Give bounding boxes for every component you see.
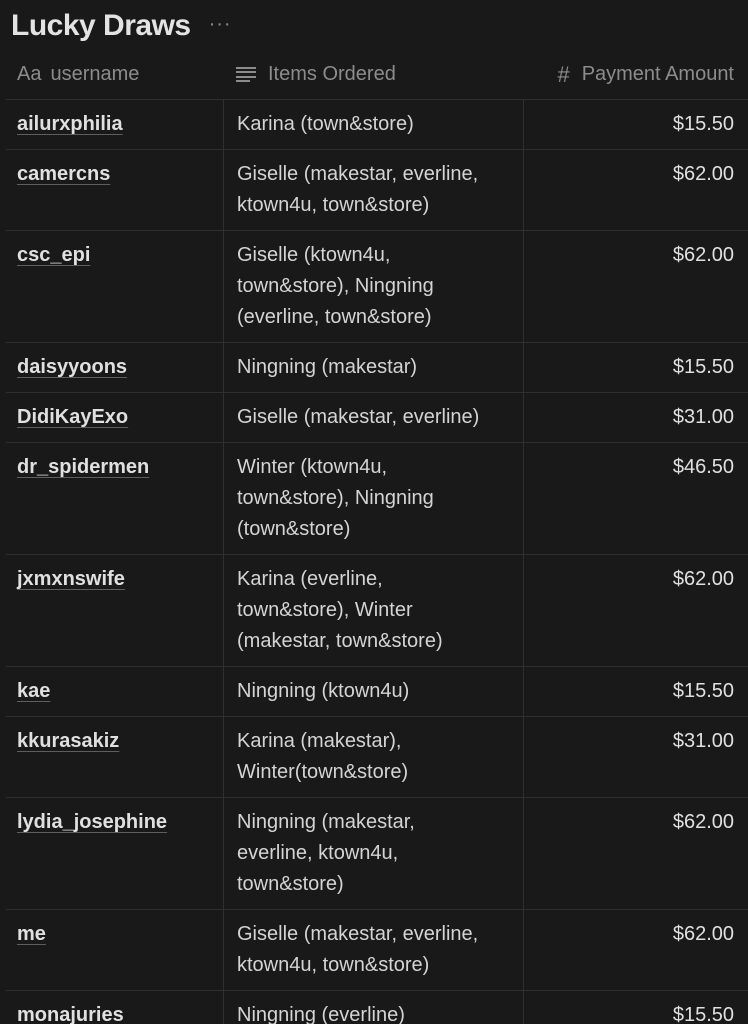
- username-link[interactable]: ailurxphilia: [17, 113, 123, 135]
- items-ordered-cell[interactable]: Ningning (everline): [223, 991, 523, 1024]
- table-header: [6, 50, 748, 100]
- items-ordered-cell[interactable]: Karina (makestar), Winter(town&store): [223, 717, 523, 797]
- database-table: [6, 50, 748, 1024]
- username-link[interactable]: me: [17, 923, 46, 945]
- column-label: Payment Amount: [581, 63, 734, 85]
- title-row: [11, 6, 232, 46]
- username-cell[interactable]: [6, 343, 223, 392]
- column-label: Items Ordered: [268, 63, 396, 85]
- items-ordered-cell[interactable]: Ningning (makestar, everline, ktown4u, town&store): [223, 798, 523, 909]
- items-ordered-cell[interactable]: Giselle (makestar, everline, ktown4u, town&store): [223, 910, 523, 990]
- table-row[interactable]: [6, 910, 748, 991]
- items-ordered-cell[interactable]: Karina (everline, town&store), Winter (makestar, town&store): [223, 555, 523, 666]
- username-cell[interactable]: [6, 231, 223, 342]
- username-link[interactable]: DidiKayExo: [17, 406, 129, 428]
- payment-amount-cell[interactable]: $62.00: [523, 910, 748, 990]
- username-cell[interactable]: [6, 910, 223, 990]
- column-label: username: [50, 63, 140, 85]
- items-ordered-cell[interactable]: Giselle (ktown4u, town&store), Ningning (everline, town&store): [223, 231, 523, 342]
- payment-amount-cell[interactable]: $62.00: [523, 555, 748, 666]
- payment-amount-cell[interactable]: $15.50: [523, 100, 748, 149]
- hash-icon: #: [557, 61, 570, 87]
- table-row[interactable]: [6, 717, 748, 798]
- items-ordered-cell[interactable]: Giselle (makestar, everline, ktown4u, town&store): [223, 150, 523, 230]
- payment-amount-cell[interactable]: $15.50: [523, 667, 748, 716]
- text-type-icon: Aa: [17, 63, 42, 85]
- username-cell[interactable]: [6, 443, 223, 554]
- username-cell[interactable]: [6, 798, 223, 909]
- page-title: Lucky Draws: [11, 9, 191, 42]
- username-link[interactable]: jxmxnswife: [17, 568, 125, 590]
- table-row[interactable]: [6, 343, 748, 393]
- items-ordered-cell[interactable]: Karina (town&store): [223, 100, 523, 149]
- items-ordered-cell[interactable]: Ningning (makestar): [223, 343, 523, 392]
- payment-amount-cell[interactable]: $15.50: [523, 343, 748, 392]
- table-row[interactable]: [6, 100, 748, 150]
- username-link[interactable]: camercns: [17, 163, 111, 185]
- table-row[interactable]: [6, 555, 748, 667]
- table-row[interactable]: [6, 231, 748, 343]
- username-link[interactable]: daisyyoons: [17, 356, 128, 378]
- table-row[interactable]: [6, 798, 748, 910]
- more-options-icon[interactable]: ···: [208, 13, 232, 35]
- table-row[interactable]: [6, 150, 748, 231]
- table-row[interactable]: [6, 443, 748, 555]
- payment-amount-cell[interactable]: $31.00: [523, 717, 748, 797]
- payment-amount-cell[interactable]: $15.50: [523, 991, 748, 1024]
- username-cell[interactable]: [6, 667, 223, 716]
- table-row[interactable]: [6, 667, 748, 717]
- username-cell[interactable]: [6, 100, 223, 149]
- username-cell[interactable]: [6, 150, 223, 230]
- column-header-items-ordered[interactable]: [223, 50, 523, 99]
- username-cell[interactable]: [6, 555, 223, 666]
- column-header-payment-amount[interactable]: [523, 50, 748, 99]
- table-row[interactable]: [6, 393, 748, 443]
- items-ordered-cell[interactable]: Giselle (makestar, everline): [223, 393, 523, 442]
- username-link[interactable]: kkurasakiz: [17, 730, 120, 752]
- payment-amount-cell[interactable]: $62.00: [523, 798, 748, 909]
- username-link[interactable]: monajuries: [17, 1004, 124, 1024]
- username-link[interactable]: dr_spidermen: [17, 456, 150, 478]
- username-cell[interactable]: [6, 991, 223, 1024]
- username-link[interactable]: lydia_josephine: [17, 811, 168, 833]
- payment-amount-cell[interactable]: $62.00: [523, 150, 748, 230]
- table-row[interactable]: [6, 991, 748, 1024]
- payment-amount-cell[interactable]: $46.50: [523, 443, 748, 554]
- username-link[interactable]: csc_epi: [17, 244, 91, 266]
- payment-amount-cell[interactable]: $62.00: [523, 231, 748, 342]
- items-ordered-cell[interactable]: Ningning (ktown4u): [223, 667, 523, 716]
- table-body: [6, 100, 748, 1024]
- column-header-username[interactable]: [6, 50, 223, 99]
- username-link[interactable]: kae: [17, 680, 51, 702]
- items-ordered-cell[interactable]: Winter (ktown4u, town&store), Ningning (town&store): [223, 443, 523, 554]
- username-cell[interactable]: [6, 393, 223, 442]
- payment-amount-cell[interactable]: $31.00: [523, 393, 748, 442]
- lines-icon: [236, 67, 256, 82]
- username-cell[interactable]: [6, 717, 223, 797]
